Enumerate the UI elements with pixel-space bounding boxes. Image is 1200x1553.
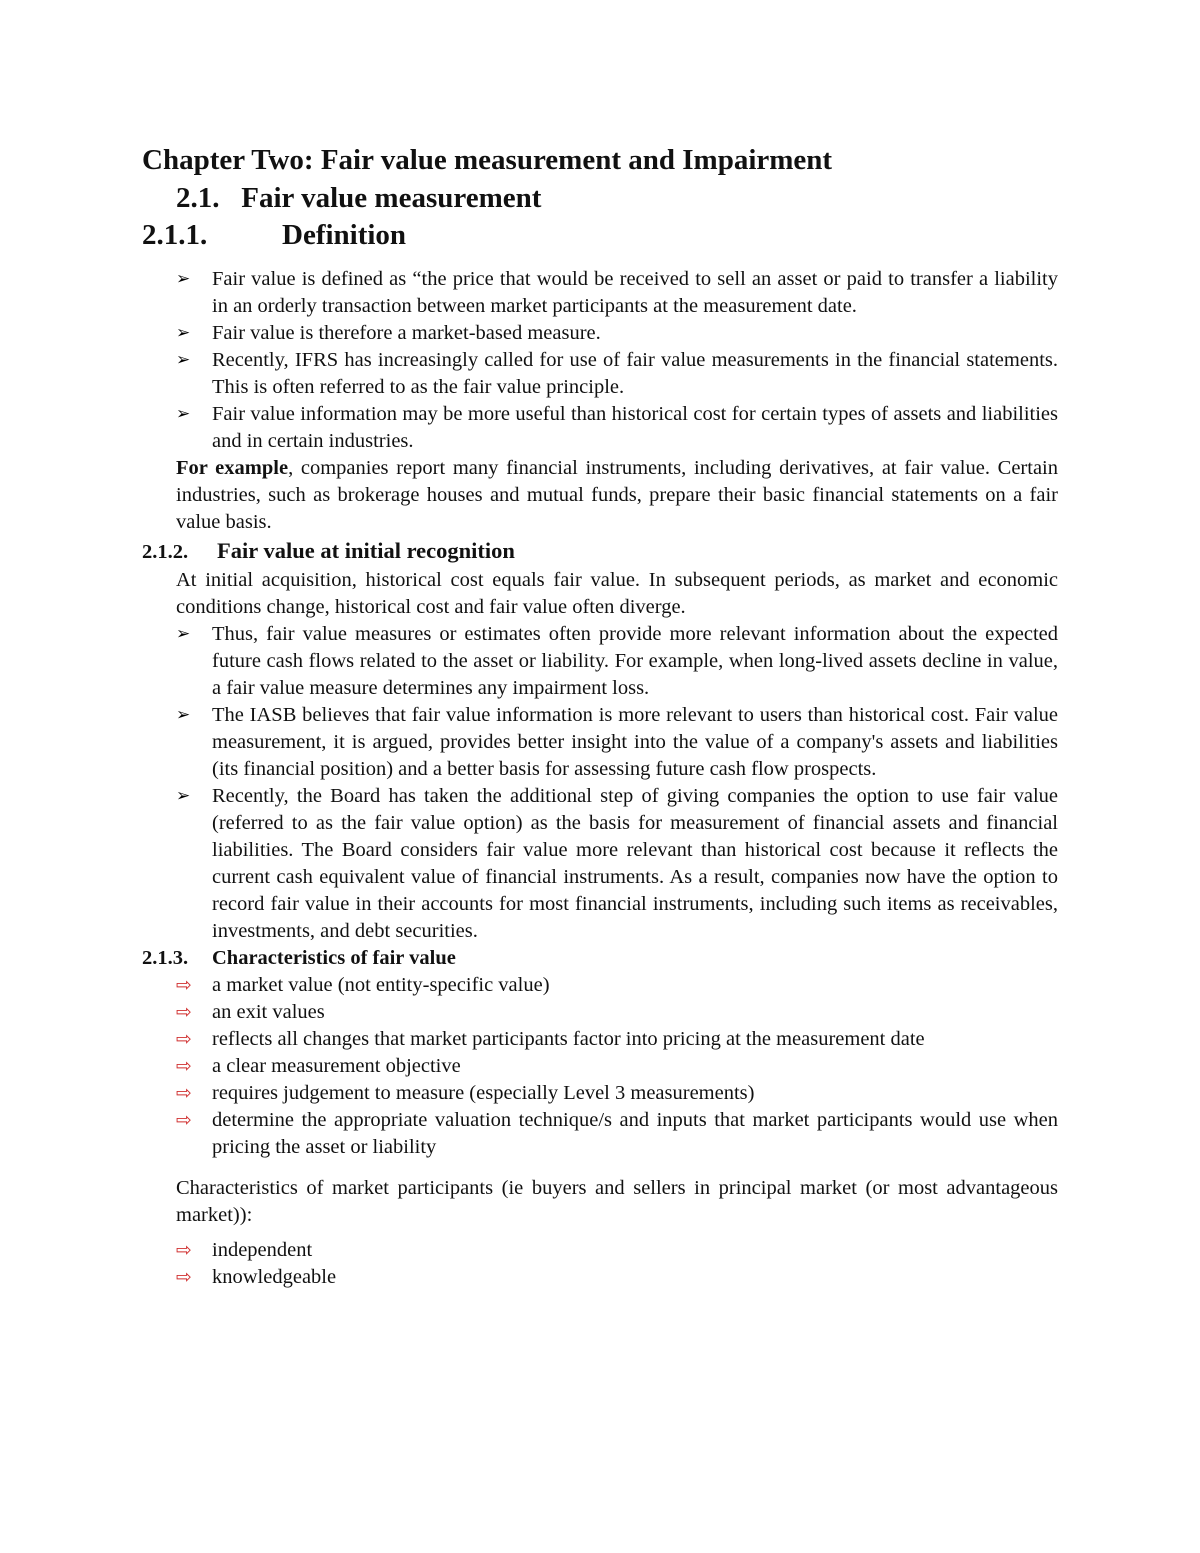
example-label: For example: [176, 457, 289, 479]
list-item: ⇨ reflects all changes that market participants factor into pricing at the measurement date: [142, 1026, 1058, 1053]
list-item: ➢ Fair value is defined as “the price that would be received to sell an asset or paid to transfer a liability in an orderly transaction between market participants at the measurement date.: [176, 268, 1058, 317]
definition-bullet-list: [142, 266, 1058, 455]
arrow-bullet-icon: ➢: [176, 323, 191, 343]
section-number: 2.1.: [176, 182, 220, 214]
characteristics-bullet-list: [142, 972, 1058, 1161]
list-item: ➢ Recently, IFRS has increasingly called for use of fair value measurements in the financial statements. This is often referred to as the fair value principle.: [176, 349, 1058, 398]
list-item: ⇨ independent: [142, 1237, 1058, 1264]
characteristics-number: 2.1.3.: [142, 947, 189, 969]
list-item: ⇨ knowledgeable: [142, 1264, 1058, 1291]
hollow-arrow-bullet-icon: ⇨: [176, 1001, 192, 1023]
initial-recognition-intro: At initial acquisition, historical cost equals fair value. In subsequent periods, as market and economic conditions change, historical cost and fair value often diverge.: [176, 569, 1058, 618]
definition-title: Definition: [282, 219, 407, 251]
initial-recognition-number: 2.1.2.: [142, 541, 189, 563]
hollow-arrow-bullet-icon: ⇨: [176, 1239, 192, 1261]
spacer: [142, 1229, 1058, 1237]
example-text: , companies report many financial instruments, including derivatives, at fair value. Certain industries, such as brokerage houses and mutual funds, prepare their basic financial statements on a fair value basis.: [176, 457, 1058, 533]
initial-recognition-title: Fair value at initial recognition: [217, 538, 515, 563]
list-item: ⇨ a market value (not entity-specific value): [142, 972, 1058, 999]
list-item: ➢ Thus, fair value measures or estimates often provide more relevant information about the expected future cash flows related to the asset or liability. For example, when long-lived assets decline in value, a fair value measure determines any impairment loss.: [176, 623, 1058, 699]
definition-number: 2.1.1.: [142, 219, 208, 251]
arrow-bullet-icon: ➢: [176, 350, 191, 370]
arrow-bullet-icon: ➢: [176, 404, 191, 424]
arrow-bullet-icon: ➢: [176, 269, 191, 289]
spacer: [142, 1161, 1058, 1175]
characteristics-heading: [142, 945, 1058, 972]
hollow-arrow-bullet-icon: ⇨: [176, 1266, 192, 1288]
hollow-arrow-bullet-icon: ⇨: [176, 1028, 192, 1050]
participants-intro: Characteristics of market participants (ie buyers and sellers in principal market (or most advantageous market)):: [176, 1177, 1058, 1226]
hollow-arrow-bullet-icon: ⇨: [176, 1055, 192, 1077]
hollow-arrow-bullet-icon: ⇨: [176, 1082, 192, 1104]
section-title: Fair value measurement: [241, 182, 542, 214]
list-item: ➢ Fair value information may be more useful than historical cost for certain types of assets and liabilities and in certain industries.: [176, 403, 1058, 452]
definition-heading: [142, 216, 1058, 254]
list-item: ➢ The IASB believes that fair value information is more relevant to users than historical cost. Fair value measurement, it is argued, provides better insight into the value of a company's assets and liabilities (its financial position) and a better basis for assessing future cash flow prospects.: [176, 704, 1058, 780]
hollow-arrow-bullet-icon: ⇨: [176, 1109, 192, 1131]
initial-recognition-heading: [142, 536, 1058, 567]
list-item: ⇨ determine the appropriate valuation technique/s and inputs that market participants would use when pricing the asset or liability: [176, 1109, 1058, 1158]
list-item: ⇨ a clear measurement objective: [142, 1053, 1058, 1080]
list-item: ➢ Fair value is therefore a market-based measure.: [142, 320, 1058, 347]
hollow-arrow-bullet-icon: ⇨: [176, 974, 192, 996]
participants-bullet-list: [142, 1237, 1058, 1291]
arrow-bullet-icon: ➢: [176, 624, 191, 644]
list-item: ➢ Recently, the Board has taken the additional step of giving companies the option to use fair value (referred to as the fair value option) as the basis for measurement of financial assets and financial liabilities. The Board considers fair value more relevant than historical cost because it reflects the current cash equivalent value of financial instruments. As a result, companies now have the option to record fair value in their accounts for most financial instruments, including such items as receivables, investments, and debt securities.: [176, 785, 1058, 942]
section-heading: [176, 180, 1058, 216]
arrow-bullet-icon: ➢: [176, 786, 191, 806]
list-item: ⇨ requires judgement to measure (especially Level 3 measurements): [142, 1080, 1058, 1107]
document-content: [142, 140, 1058, 1291]
arrow-bullet-icon: ➢: [176, 705, 191, 725]
chapter-title: Chapter Two: Fair value measurement and Impairment: [142, 144, 833, 176]
initial-recognition-bullet-list: [142, 621, 1058, 945]
list-item: ⇨ an exit values: [142, 999, 1058, 1026]
characteristics-title: Characteristics of fair value: [212, 947, 456, 969]
example-paragraph: [142, 455, 1058, 536]
